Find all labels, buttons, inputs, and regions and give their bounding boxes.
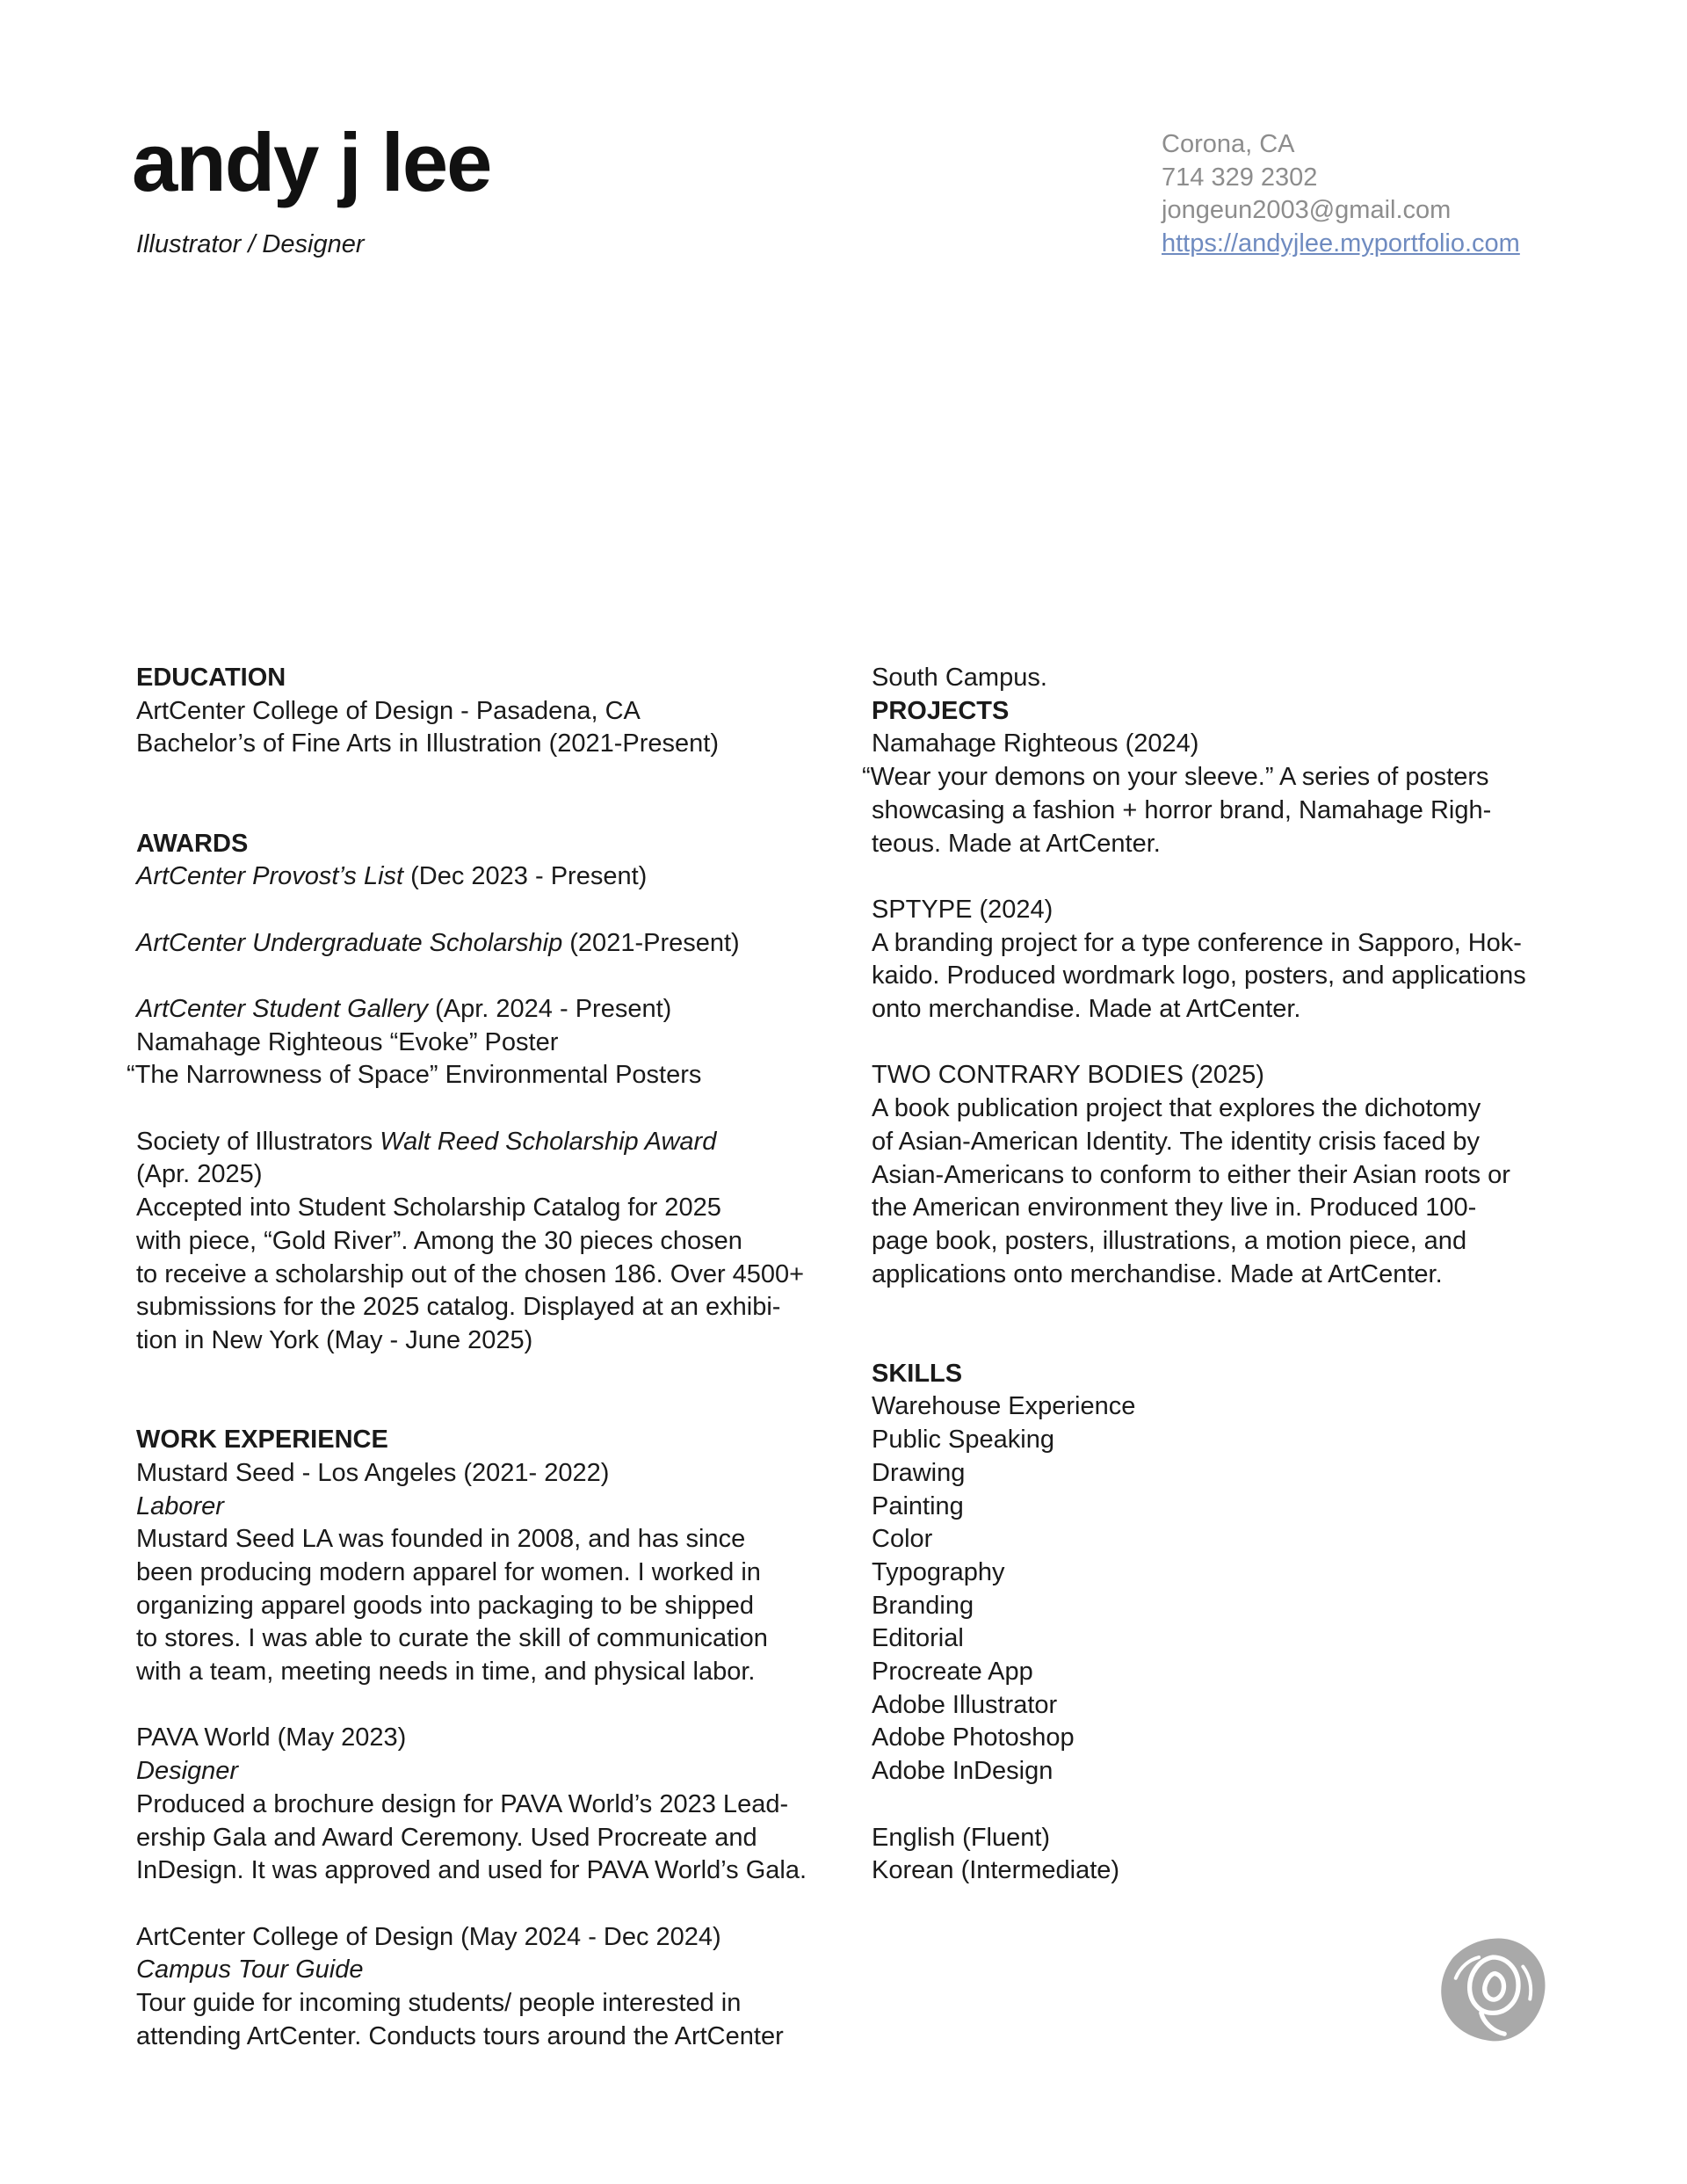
project-desc-line: applications onto merchandise. Made at ArtCenter. — [872, 1259, 1443, 1288]
award-soi-desc-line: Accepted into Student Scholarship Catalog for 2025 — [136, 1194, 721, 1223]
rose-logo-icon — [1435, 1932, 1551, 2048]
award-scholarship — [136, 927, 830, 961]
education-heading: EDUCATION — [136, 664, 286, 692]
project-desc-line: of Asian-American Identity. The identity crisis faced by — [872, 1127, 1481, 1156]
language-item: Korean (Intermediate) — [872, 1856, 1120, 1885]
job-desc-line: attending ArtCenter. Conducts tours around the ArtCenter — [136, 2021, 784, 2050]
award-gallery-item: Namahage Righteous “Evoke” Poster — [136, 1027, 559, 1056]
skill-item: Color — [872, 1525, 933, 1554]
project-desc-line: teous. Made at ArtCenter. — [872, 829, 1161, 858]
award-gallery-date: (Apr. 2024 - Present) — [428, 994, 672, 1023]
award-soi-title: Walt Reed Scholarship Award — [380, 1127, 717, 1156]
education-school: ArtCenter College of Design - Pasadena, CA — [136, 696, 641, 725]
awards-heading: AWARDS — [136, 829, 249, 858]
project-desc-line: kaido. Produced wordmark logo, posters, and applications — [872, 961, 1526, 990]
project-desc-line: the American environment they live in. Produced 100- — [872, 1194, 1477, 1223]
skill-item: Adobe Photoshop — [872, 1723, 1075, 1752]
job-desc-line: Produced a brochure design for PAVA World’s 2023 Lead- — [136, 1789, 789, 1818]
award-provost-date: (Dec 2023 - Present) — [403, 862, 648, 891]
award-soi-desc-line: with piece, “Gold River”. Among the 30 pieces chosen — [136, 1226, 742, 1255]
skill-item: Warehouse Experience — [872, 1392, 1136, 1421]
award-soi — [136, 1126, 830, 1159]
job-title: Mustard Seed - Los Angeles (2021- 2022) — [136, 1458, 610, 1487]
job-desc-line: organizing apparel goods into packaging to be shipped — [136, 1591, 754, 1620]
contact-location: Corona, CA — [1162, 130, 1295, 158]
project-title: Namahage Righteous (2024) — [872, 729, 1199, 758]
skill-item: Typography — [872, 1557, 1005, 1586]
award-gallery-title: ArtCenter Student Gallery — [136, 994, 429, 1023]
project-desc-line: showcasing a fashion + horror brand, Namahage Righ- — [872, 795, 1492, 824]
award-gallery — [136, 993, 830, 1027]
skill-item: Branding — [872, 1591, 974, 1620]
project-desc-line: “Wear your demons on your sleeve.” A series of posters — [862, 763, 1489, 792]
award-scholarship-title: ArtCenter Undergraduate Scholarship — [136, 928, 563, 957]
skill-item: Painting — [872, 1491, 964, 1520]
projects-heading: PROJECTS — [872, 696, 1010, 725]
skill-item: Adobe Illustrator — [872, 1690, 1058, 1719]
project-desc-line: A book publication project that explores the dichotomy — [872, 1094, 1481, 1123]
job-desc-line: Tour guide for incoming students/ people interested in — [136, 1989, 742, 2018]
skills-heading: SKILLS — [872, 1359, 963, 1388]
job-desc-line: to stores. I was able to curate the skill of communication — [136, 1624, 768, 1653]
job-desc-line: Mustard Seed LA was founded in 2008, and has since — [136, 1525, 746, 1554]
award-provost-title: ArtCenter Provost’s List — [136, 862, 404, 891]
award-gallery-item: “The Narrowness of Space” Environmental Posters — [127, 1061, 702, 1090]
skill-item: Drawing — [872, 1458, 966, 1487]
education-degree: Bachelor’s of Fine Arts in Illustration (2021-Present) — [136, 729, 720, 758]
skill-item: Editorial — [872, 1624, 964, 1653]
contact-block — [1162, 128, 1520, 261]
job-desc-line: been producing modern apparel for women. I worked in — [136, 1557, 761, 1586]
award-soi-date: (Apr. 2025) — [136, 1160, 263, 1189]
work-heading: WORK EXPERIENCE — [136, 1426, 388, 1455]
job-desc-line: InDesign. It was approved and used for PAVA World’s Gala. — [136, 1856, 807, 1885]
award-soi-prefix: Society of Illustrators — [136, 1127, 380, 1156]
project-desc-line: page book, posters, illustrations, a motion piece, and — [872, 1226, 1467, 1255]
language-item: English (Fluent) — [872, 1823, 1051, 1852]
job-desc-continued: South Campus. — [872, 664, 1047, 692]
job-title: ArtCenter College of Design (May 2024 - Dec 2024) — [136, 1922, 721, 1951]
left-column — [127, 662, 830, 2053]
contact-phone: 714 329 2302 — [1162, 163, 1318, 192]
job-role: Laborer — [136, 1491, 224, 1520]
portfolio-link[interactable]: https://andyjlee.myportfolio.com — [1162, 229, 1520, 258]
job-title: PAVA World (May 2023) — [136, 1723, 407, 1752]
skill-item: Public Speaking — [872, 1426, 1054, 1455]
right-column — [862, 662, 1557, 1888]
job-desc-line: ership Gala and Award Ceremony. Used Procreate and — [136, 1823, 757, 1852]
skill-item: Adobe InDesign — [872, 1757, 1053, 1786]
project-title: SPTYPE (2024) — [872, 895, 1053, 924]
award-soi-desc-line: submissions for the 2025 catalog. Displayed at an exhibi- — [136, 1293, 781, 1322]
job-role: Campus Tour Guide — [136, 1955, 364, 1984]
award-soi-desc-line: tion in New York (May - June 2025) — [136, 1326, 533, 1354]
resume-name: andy j lee — [132, 116, 491, 208]
skill-item: Procreate App — [872, 1658, 1033, 1687]
project-desc-line: A branding project for a type conference in Sapporo, Hok- — [872, 928, 1522, 957]
project-desc-line: onto merchandise. Made at ArtCenter. — [872, 995, 1301, 1024]
resume-role: Illustrator / Designer — [136, 230, 365, 258]
award-provost — [136, 860, 830, 894]
job-desc-line: with a team, meeting needs in time, and physical labor. — [136, 1658, 756, 1687]
project-title: TWO CONTRARY BODIES (2025) — [872, 1061, 1264, 1090]
award-scholarship-date: (2021-Present) — [562, 928, 740, 957]
award-soi-desc-line: to receive a scholarship out of the chosen 186. Over 4500+ — [136, 1259, 805, 1288]
project-desc-line: Asian-Americans to conform to either their Asian roots or — [872, 1160, 1510, 1189]
job-role: Designer — [136, 1757, 239, 1786]
contact-email: jongeun2003@gmail.com — [1162, 196, 1452, 225]
